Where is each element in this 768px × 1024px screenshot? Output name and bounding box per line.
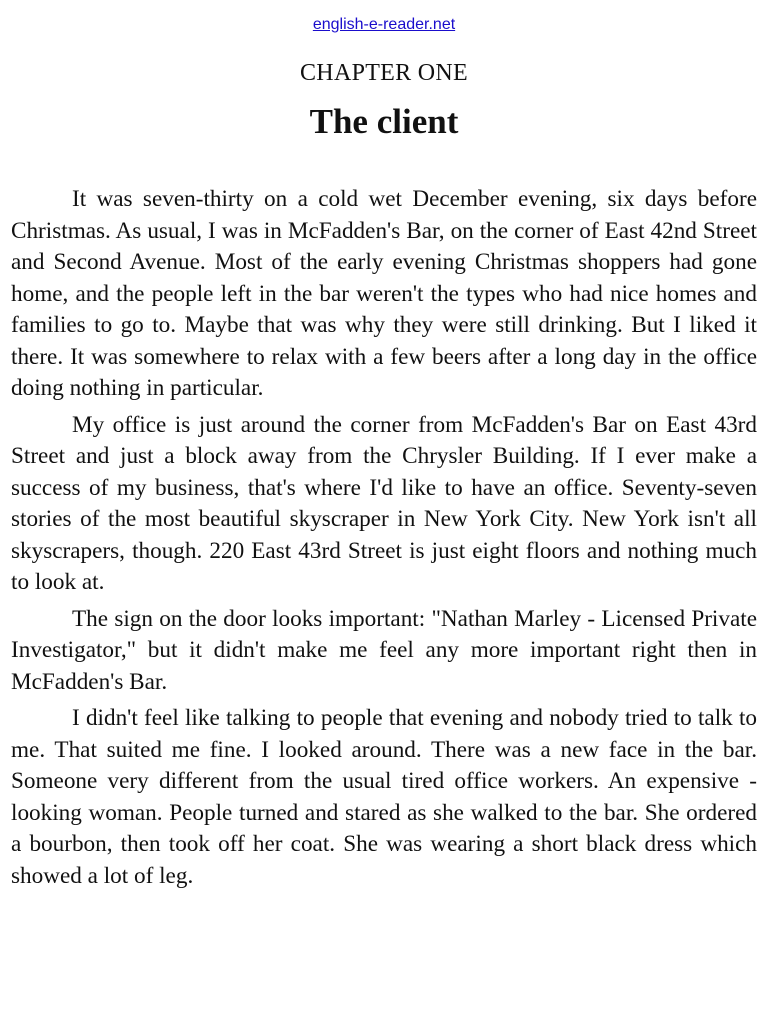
paragraph-2: My office is just around the corner from McFadden's Bar on East 43rd Street and just a block away from the Chrysler Building. If I ever make a success of my business, that's where I'd like to have an office. Seventy-seven stories of the most beautiful skyscraper in New York City. New York isn't all skyscrapers, though. 220 East 43rd Street is just eight floors and nothing much to look at. xyxy=(11,411,757,595)
chapter-body xyxy=(11,184,757,897)
chapter-title: The client xyxy=(309,102,459,141)
paragraph-1: It was seven-thirty on a cold wet December evening, six days before Christmas. As usual, I was in McFadden's Bar, on the corner of East 42nd Street and Second Avenue. Most of the early evening Christmas shoppers had gone home, and the people left in the bar weren't the types who had nice homes and families to go to. Maybe that was why they were still drinking. But I liked it there. It was somewhere to relax with a few beers after a long day in the office doing nothing in particular. xyxy=(11,186,757,401)
chapter-label: CHAPTER ONE xyxy=(300,60,468,86)
paragraph-3: The sign on the door looks important: "Nathan Marley - Licensed Private Investigator," but it didn't make me feel any more important right then in McFadden's Bar. xyxy=(11,605,757,695)
site-link[interactable]: english-e-reader.net xyxy=(312,16,456,33)
paragraph-4: I didn't feel like talking to people that evening and nobody tried to talk to me. That suited me fine. I looked around. There was a new face in the bar. Someone very different from the usual tired office workers. An expensive - looking woman. People turned and stared as she walked to the bar. She ordered a bourbon, then took off her coat. She was wearing a short black dress which showed a lot of leg. xyxy=(11,705,757,889)
